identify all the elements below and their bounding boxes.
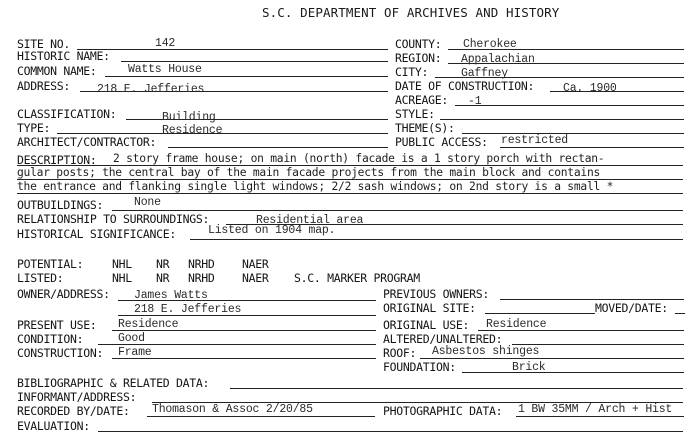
roof-value: Asbestos shinges [432,345,540,358]
listed-option-nrhd[interactable]: NRHD [188,271,215,285]
evaluation-label: EVALUATION: [17,419,90,433]
architect-contractor-label: ARCHITECT/CONTRACTOR: [17,135,157,149]
address-label: ADDRESS: [17,79,70,93]
bibliographic-label: BIBLIOGRAPHIC & RELATED DATA: [17,376,210,390]
region-value: Appalachian [461,53,535,66]
classification-value: Building [162,111,216,124]
site-no-value: 142 [155,37,176,50]
themes-label: THEME(S): [395,121,455,135]
original-use-value: Residence [486,318,547,331]
owner-address-label: OWNER/ADDRESS: [17,287,110,301]
condition-label: CONDITION: [17,332,84,346]
listed-option-sc-marker[interactable]: S.C. MARKER PROGRAM [294,271,420,285]
altered-unaltered-label: ALTERED/UNALTERED: [383,332,503,346]
recorded-by-value: Thomason & Assoc 2/20/85 [152,403,313,416]
date-of-construction-label: DATE OF CONSTRUCTION: [395,79,535,93]
common-name-label: COMMON NAME: [17,64,97,78]
historic-name-label: HISTORIC NAME: [17,49,110,63]
moved-date-line [675,313,685,314]
informant-address-label: INFORMANT/ADDRESS: [17,390,137,404]
photographic-data-line [516,416,684,417]
public-access-value: restricted [501,134,569,147]
type-line [57,133,388,134]
city-label: CITY: [395,65,429,79]
historical-significance-line [190,239,683,240]
address-value: 218 E. Jefferies [97,83,205,96]
style-line [440,119,684,120]
description-rule-3 [17,193,683,194]
listed-option-nhl[interactable]: NHL [112,271,132,285]
relationship-value: Residential area [256,214,364,227]
classification-label: CLASSIFICATION: [17,107,117,121]
previous-owners-label: PREVIOUS OWNERS: [383,287,489,301]
previous-owners-line [500,299,684,300]
region-label: REGION: [395,51,442,65]
historical-significance-value: Listed on 1904 map. [208,224,336,237]
listed-label: LISTED: [17,271,64,285]
county-value: Cherokee [463,38,517,51]
site-no-line [77,49,388,50]
outbuildings-label: OUTBUILDINGS: [17,198,104,212]
outbuildings-line [112,210,683,211]
common-name-line [105,76,388,77]
common-name-value: Watts House [128,63,202,76]
recorded-by-label: RECORDED BY/DATE: [17,404,130,418]
original-use-label: ORIGINAL USE: [383,318,470,332]
type-value: Residence [162,124,223,137]
potential-option-nrhd[interactable]: NRHD [188,257,215,271]
foundation-line [462,372,684,373]
construction-label: CONSTRUCTION: [17,346,104,360]
description-line-3: the entrance and flanking single light windows; 2/2 sash windows; on 2nd story is a small * [17,180,614,193]
present-use-value: Residence [118,318,179,331]
date-of-construction-value: Ca. 1900 [563,82,617,95]
recorded-by-line [147,416,375,417]
public-access-label: PUBLIC ACCESS: [395,135,488,149]
themes-line [462,133,684,134]
potential-option-nhl[interactable]: NHL [112,257,132,271]
foundation-label: FOUNDATION: [383,360,456,374]
description-line-1: 2 story frame house; on main (north) facade is a 1 story porch with rectan- [113,152,605,165]
original-site-line [485,313,595,314]
roof-label: ROOF: [383,346,417,360]
style-label: STYLE: [395,107,435,121]
public-access-line [500,147,684,148]
listed-option-naer[interactable]: NAER [242,271,269,285]
site-no-label: SITE NO. [17,37,70,51]
foundation-value: Brick [512,361,546,374]
type-label: TYPE: [17,121,51,135]
acreage-label: ACREAGE: [395,93,448,107]
historic-name-line [121,61,388,62]
moved-date-label: MOVED/DATE: [595,301,668,315]
listed-option-nr[interactable]: NR [156,271,170,285]
owner-address-value: 218 E. Jefferies [134,303,242,316]
present-use-label: PRESENT USE: [17,318,97,332]
construction-value: Frame [118,346,152,359]
roof-line [420,358,684,359]
city-value: Gaffney [461,67,508,80]
potential-option-naer[interactable]: NAER [242,257,269,271]
county-label: COUNTY: [395,37,442,51]
owner-name-value: James Watts [134,289,208,302]
potential-option-nr[interactable]: NR [156,257,170,271]
acreage-line [455,105,684,106]
description-line-2: gular posts; the central bay of the main facade projects from the main block and contains [17,166,601,179]
acreage-value: -1 [468,95,482,108]
photographic-data-label: PHOTOGRAPHIC DATA: [383,404,503,418]
potential-label: POTENTIAL: [17,257,84,271]
bibliographic-line [230,388,683,389]
evaluation-line [98,431,683,432]
architect-contractor-line [168,147,388,148]
outbuildings-value: None [134,196,161,209]
condition-value: Good [118,332,145,345]
relationship-label: RELATIONSHIP TO SURROUNDINGS: [17,212,210,226]
photographic-data-value: 1 BW 35MM / Arch + Hist [518,403,673,416]
original-site-label: ORIGINAL SITE: [383,301,476,315]
historical-significance-label: HISTORICAL SIGNIFICANCE: [17,227,176,241]
description-label: DESCRIPTION: [17,153,97,167]
form-header: S.C. DEPARTMENT OF ARCHIVES AND HISTORY [262,5,560,20]
